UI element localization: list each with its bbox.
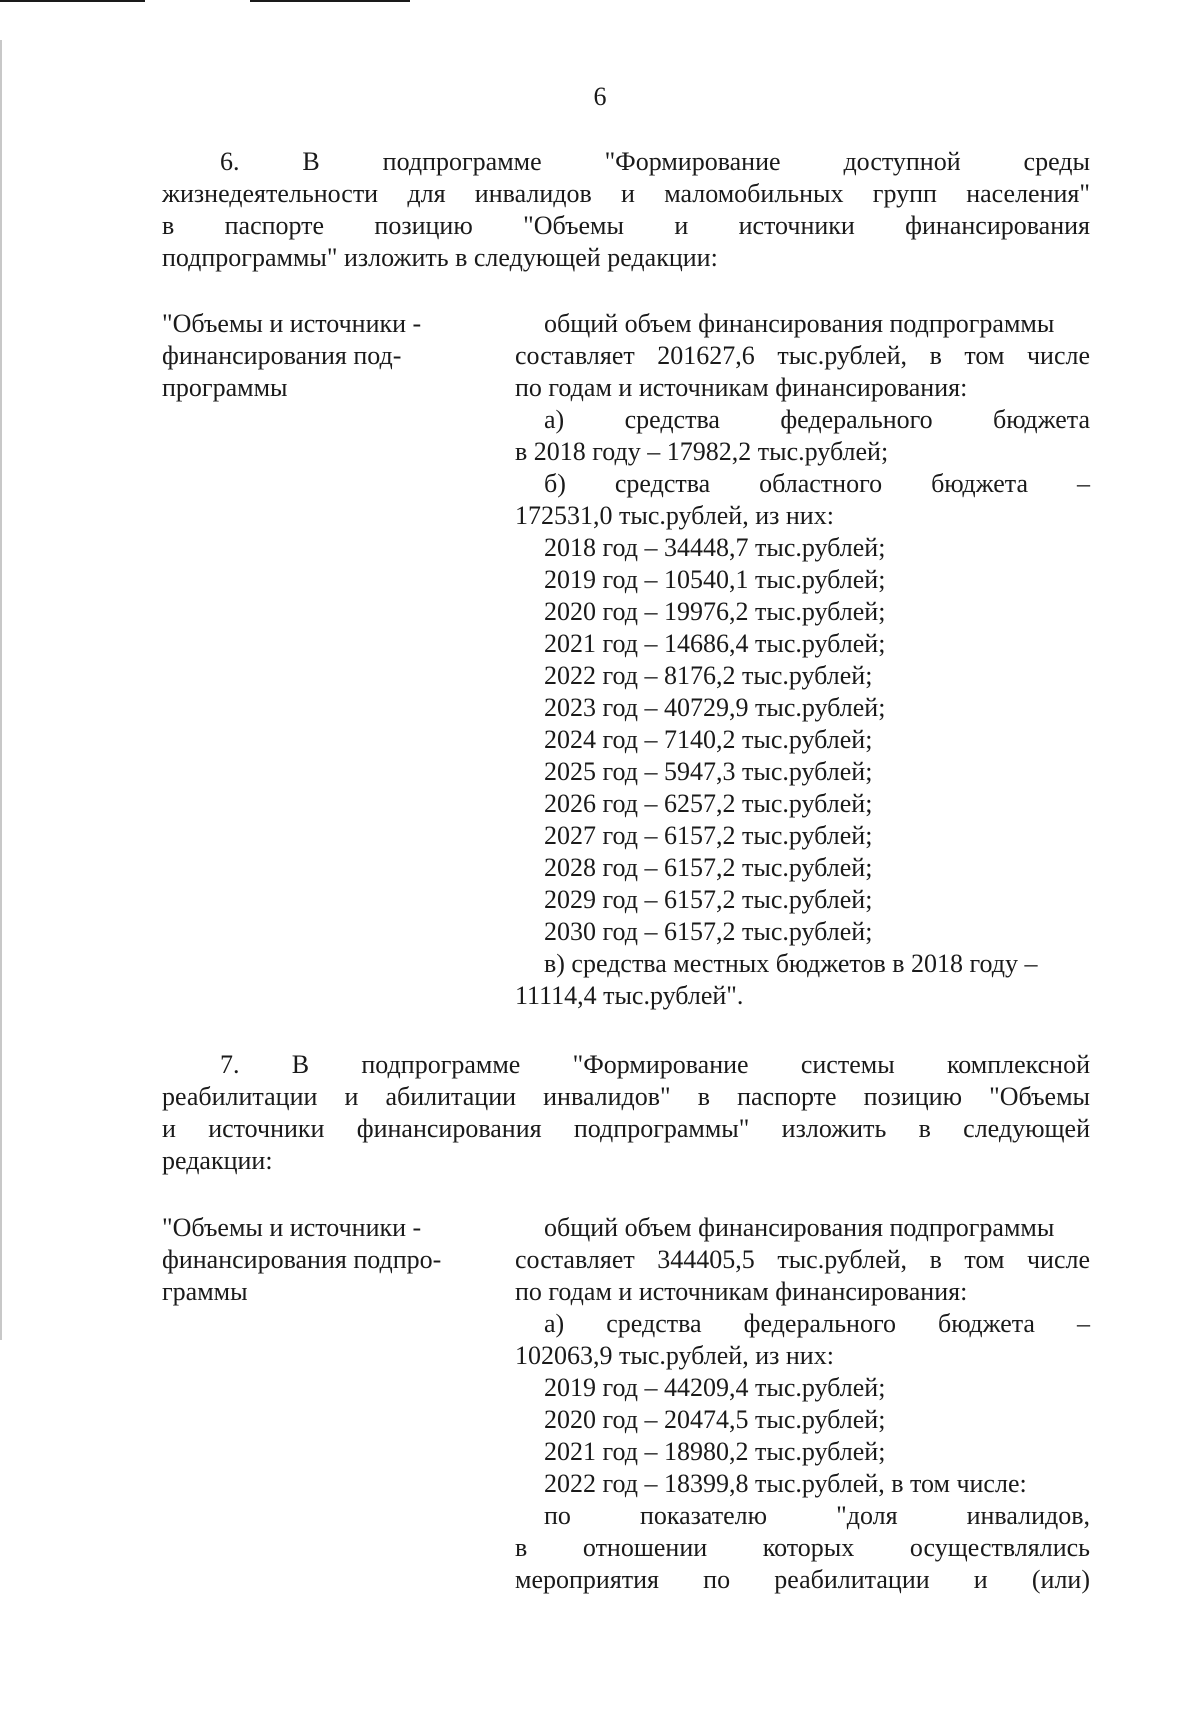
- text-line: по годам и источникам финансирования:: [515, 373, 968, 402]
- text-line: 2022 год – 18399,8 тыс.рублей, в том числе:: [544, 1469, 1027, 1498]
- text-line: 102063,9 тыс.рублей, из них:: [515, 1341, 834, 1370]
- text-line: мероприятия по реабилитации и (или): [515, 1565, 1090, 1594]
- text-line: 2024 год – 7140,2 тыс.рублей;: [544, 725, 873, 754]
- text-line: 2018 год – 34448,7 тыс.рублей;: [544, 533, 886, 562]
- section-6-label-cell: [162, 308, 492, 404]
- text-line: 2019 год – 10540,1 тыс.рублей;: [544, 565, 886, 594]
- text-line: 2020 год – 19976,2 тыс.рублей;: [544, 597, 886, 626]
- section-6-value-cell: [515, 308, 1090, 1012]
- text-line: программы: [162, 373, 288, 402]
- text-line: а) средства федерального бюджета –: [544, 1309, 1090, 1338]
- text-line: а) средства федерального бюджета: [544, 405, 1090, 434]
- text-line: общий объем финансирования подпрограммы: [544, 1213, 1055, 1242]
- text-line: 2022 год – 8176,2 тыс.рублей;: [544, 661, 873, 690]
- text-line: "Объемы и источники -: [162, 1213, 422, 1242]
- text-line: по показателю "доля инвалидов,: [544, 1501, 1090, 1530]
- text-line: в) средства местных бюджетов в 2018 году –: [544, 949, 1038, 978]
- scan-edge-top-left: [0, 0, 145, 2]
- section-7-label-cell: [162, 1212, 492, 1308]
- text-line: редакции:: [162, 1146, 273, 1175]
- text-line: и источники финансирования подпрограммы" изложить в следующей: [162, 1114, 1090, 1143]
- page-number: 6: [593, 82, 607, 111]
- text-line: 7. В подпрограмме "Формирование системы комплексной: [220, 1050, 1090, 1079]
- text-line: составляет 201627,6 тыс.рублей, в том числе: [515, 341, 1090, 370]
- text-line: подпрограммы" изложить в следующей редакции:: [162, 243, 718, 272]
- text-line: по годам и источникам финансирования:: [515, 1277, 968, 1306]
- text-line: 2030 год – 6157,2 тыс.рублей;: [544, 917, 873, 946]
- text-line: 2028 год – 6157,2 тыс.рублей;: [544, 853, 873, 882]
- text-line: 2023 год – 40729,9 тыс.рублей;: [544, 693, 886, 722]
- text-line: 2019 год – 44209,4 тыс.рублей;: [544, 1373, 886, 1402]
- text-line: жизнедеятельности для инвалидов и маломобильных групп населения": [162, 179, 1090, 208]
- text-line: 2025 год – 5947,3 тыс.рублей;: [544, 757, 873, 786]
- text-line: в отношении которых осуществлялись: [515, 1533, 1090, 1562]
- scan-edge-left: [0, 40, 2, 1340]
- text-line: 172531,0 тыс.рублей, из них:: [515, 501, 834, 530]
- text-line: 2027 год – 6157,2 тыс.рублей;: [544, 821, 873, 850]
- text-line: в 2018 году – 17982,2 тыс.рублей;: [515, 437, 889, 466]
- text-line: граммы: [162, 1277, 248, 1306]
- text-line: реабилитации и абилитации инвалидов" в паспорте позицию "Объемы: [162, 1082, 1090, 1111]
- section-6-intro: [162, 146, 1090, 274]
- text-line: 2020 год – 20474,5 тыс.рублей;: [544, 1405, 886, 1434]
- text-line: б) средства областного бюджета –: [544, 469, 1090, 498]
- text-line: 11114,4 тыс.рублей".: [515, 981, 744, 1010]
- text-line: общий объем финансирования подпрограммы: [544, 309, 1055, 338]
- text-line: финансирования под-: [162, 341, 402, 370]
- text-line: "Объемы и источники -: [162, 309, 422, 338]
- text-line: 2021 год – 14686,4 тыс.рублей;: [544, 629, 886, 658]
- text-line: 2026 год – 6257,2 тыс.рублей;: [544, 789, 873, 818]
- text-line: 2021 год – 18980,2 тыс.рублей;: [544, 1437, 886, 1466]
- text-line: в паспорте позицию "Объемы и источники финансирования: [162, 211, 1090, 240]
- text-line: составляет 344405,5 тыс.рублей, в том числе: [515, 1245, 1090, 1274]
- text-line: 6. В подпрограмме "Формирование доступной среды: [220, 147, 1090, 176]
- section-7-intro: [162, 1049, 1090, 1177]
- text-line: 2029 год – 6157,2 тыс.рублей;: [544, 885, 873, 914]
- section-7-value-cell: [515, 1212, 1090, 1596]
- text-line: финансирования подпро-: [162, 1245, 442, 1274]
- scan-edge-top-right: [250, 0, 410, 2]
